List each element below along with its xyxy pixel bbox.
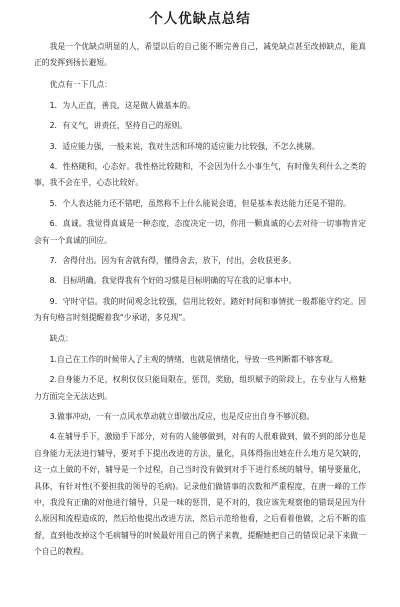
strength-item: 8．目标明确。我觉得我有个好的习惯是目标明确的写在我的记事本中。 xyxy=(49,276,297,286)
strength-item: 9．守时守信。我的时间观念比较强，信用比较好。踏好时间和事情扰一般都能守约定。因为有句格言时刻提醒着我“少承诺，多兑现”。 xyxy=(34,296,366,323)
weakness-item: 2.自身能力不足，权利仅仅只能局限在，惩罚，奖励，组织赋予的阶段上，在专业与人格魅力方面完全无法达到。 xyxy=(34,375,366,401)
strength-item: 7．舍得付出。因为有舍就有得，懂得舍去，放下，付出，会收获更多。 xyxy=(49,256,297,266)
strength-item: 1．为人正直，善良，这是做人做基本的。 xyxy=(49,100,195,110)
strength-item: 2．有义气，讲责任，坚持自己的原则。 xyxy=(49,121,188,131)
strength-item: 3．适应能力强，一般来说，我对生活和环境的适应能力比较强，不怎么挑剔。 xyxy=(49,141,320,151)
document-title: 个人优缺点总结 xyxy=(149,11,251,27)
weakness-item: 1.自己在工作的时候带入了主观的情绪，也就是情绪化，导致一些判断都不够客观。 xyxy=(49,354,338,364)
strength-item: 6．真诚。我觉得真诚是一种态度，态度决定一切，你用一颗真诚的心去对待一切事物肯定会有一个真诚的回应。 xyxy=(34,219,366,245)
weakness-item: 4.在辅导手下，激励手下部分，对有的人能够做到，对有的人很难做到，做不到的部分也是自身能力无法进行辅导，要对手下提出改进的方法，量化，具体得指出她在什么地方是欠缺的，这一点上做的不好，辅导是一个过程，自己当时没有做到对手下进行系统的辅导，辅导要量化，具体，有针对性(不要担我的领导的毛病)。记录他们做错事的次数和严重程度，在唐一峰的工作中，我没有正确的对他进行辅导，只是一味的惩罚，是不对的，我应该先观察他的错误是因为什么原因和流程造成的，然后给他提出改进方法，然后示范给他看，之后看着他做，之后不断的监督，直到他改掉这个毛病辅导的时候最好用自己的例子来教，提醒她把自己的错误记录下来做一个自己的教程。 xyxy=(34,432,366,557)
intro-paragraph: 我是一个优缺点明显的人，希望以后的自己能不断完善自己，减免缺点甚至改掉缺点，能真正的发挥到扬长避短。 xyxy=(34,42,366,68)
strengths-heading: 优点有一下几点： xyxy=(49,79,112,89)
strength-item: 4．性格随和，心态好。我性格比较随和，不会因为什么小事生气，有时像失利什么之类的事，我不会在乎，心态比较好。 xyxy=(34,162,366,188)
weaknesses-heading: 缺点： xyxy=(49,333,73,343)
strength-item: 5．个人表达能力还不错吧，虽然称不上什么能说会道，但是基本表达能力还是不错的。 xyxy=(49,198,351,208)
weakness-item: 3.做事冲动，一有一点风水草动就立即做出反应，也是反应出自身不够沉稳。 xyxy=(49,411,315,421)
